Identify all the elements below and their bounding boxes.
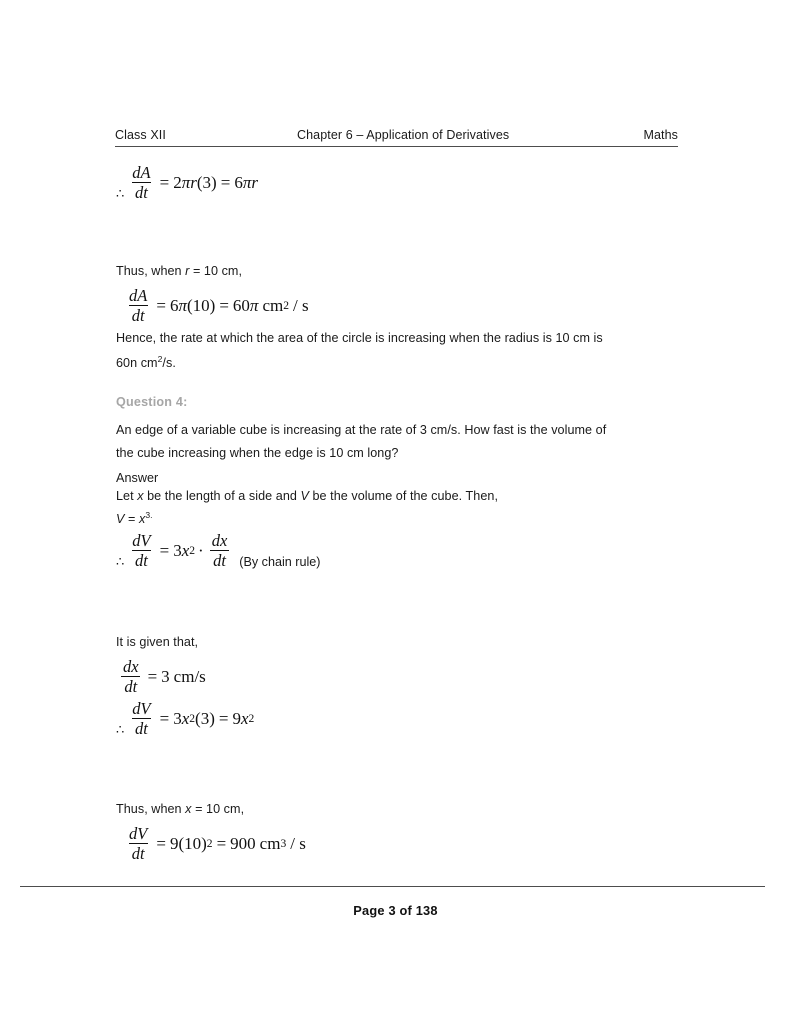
paren-open: ( [196, 172, 203, 192]
equals-sign: = [156, 833, 166, 853]
thus-suffix: = 10 cm, [191, 802, 245, 816]
variable-x-inline: x [137, 489, 144, 503]
pi-symbol: π [178, 295, 187, 315]
coefficient-9: 9 [232, 708, 241, 728]
question-text-line1 [116, 418, 672, 443]
question-heading [116, 395, 187, 409]
argument-3: 3 [200, 708, 210, 728]
fraction-denominator: dt [121, 676, 140, 695]
unit-cm-per-s: cm/s [173, 666, 206, 686]
therefore-symbol: ∴ [116, 185, 125, 201]
fraction-dV-dt [129, 532, 153, 570]
footer-divider [20, 886, 765, 887]
hence-paragraph-line1 [116, 326, 672, 351]
thus-prefix: Thus, when [116, 264, 186, 278]
fraction-dV-dt [126, 825, 150, 863]
hence-value-suffix: /s. [162, 356, 176, 370]
question-line2: the cube increasing when the edge is 10 cm long? [116, 446, 399, 460]
equals-sign: = [159, 540, 170, 560]
let-mid: be the length of a side and [143, 489, 301, 503]
fraction-dA-dt-2 [126, 287, 150, 325]
value-900: 900 [230, 833, 256, 853]
hence-value-prefix: 60n cm [116, 356, 158, 370]
therefore-symbol: ∴ [116, 553, 125, 569]
argument-3: 3 [202, 172, 212, 192]
paren-open: ( [186, 295, 193, 315]
fraction-denominator: dt [210, 550, 229, 569]
equation-dA-dt-60pi: $\frac{dA}{dt}$ = 6 π ( 10 ) = 60 π cm 2 / s [124, 287, 309, 325]
page-number-label: Page 3 of 138 [353, 903, 438, 918]
coefficient-6: 6 [234, 172, 243, 192]
fraction-numerator: dA [132, 163, 151, 182]
coefficient-6: 6 [169, 295, 179, 315]
v-equals-x-cubed-line [116, 507, 153, 532]
variable-r: r [190, 172, 197, 192]
unit-cm: cm [262, 295, 284, 315]
fraction-denominator: dt [132, 550, 151, 569]
thus-prefix: Thus, when [116, 802, 186, 816]
equals-sign: = [159, 172, 170, 192]
pi-symbol-2: π [242, 172, 252, 192]
fraction-numerator: dx [123, 657, 139, 676]
header-class-label: Class XII [115, 128, 166, 142]
fraction-dx-dt [120, 658, 142, 696]
it-is-given-line [116, 630, 198, 655]
coefficient-3: 3 [173, 540, 182, 560]
equation-dV-dt-9x2: ∴ $\frac{dV}{dt}$ = 3 x 2 ( 3 ) = 9 x 2 [116, 699, 255, 739]
let-prefix: Let [116, 489, 138, 503]
paren-open: ( [178, 833, 185, 853]
header-chapter-title: Chapter 6 – Application of Derivatives [297, 128, 510, 142]
paren-close: ) [201, 833, 207, 853]
equals-sign: = [156, 295, 166, 315]
equals-sign-2: = [216, 833, 227, 853]
variable-x: x [181, 708, 190, 728]
fraction-denominator: dt [132, 182, 151, 201]
page-number-footer [0, 903, 791, 918]
equals-sign: = [124, 512, 139, 526]
equals-sign: = [159, 708, 170, 728]
multiplication-dot: · [198, 540, 204, 560]
variable-x: x [181, 540, 190, 560]
variable-V: V [116, 512, 125, 526]
question-heading-label: Question 4: [116, 395, 188, 409]
variable-V-inline: V [300, 489, 309, 503]
fraction-numerator: dV [132, 531, 151, 550]
fraction-numerator: dV [132, 699, 151, 718]
unit-per-second: / s [290, 833, 306, 853]
question-line1: An edge of a variable cube is increasing at the rate of 3 cm/s. How fast is the volume of [116, 423, 607, 437]
answer-label-text: Answer [116, 471, 159, 485]
equation-chain-rule: ∴ $\frac{dV}{dt}$ = 3 x 2 · $\frac{dx}{dt}$ (By chain rule) [116, 531, 321, 571]
value-3: 3 [161, 666, 170, 686]
argument-10: 10 [192, 295, 210, 315]
page-header [115, 128, 678, 142]
let-variable-line [116, 484, 672, 509]
chain-rule-note: (By chain rule) [239, 554, 321, 569]
fraction-numerator: dV [129, 824, 148, 843]
question-text-line2 [116, 441, 672, 466]
it-is-given-text: It is given that, [116, 635, 199, 649]
let-suffix: be the volume of the cube. Then, [308, 489, 498, 503]
thus-when-x-line [116, 797, 244, 822]
hence-value-exponent: 2 [157, 353, 163, 364]
hence-text: Hence, the rate at which the area of the circle is increasing when the radius is 10 cm is [116, 331, 603, 345]
fraction-numerator: dA [129, 286, 148, 305]
unit-cm: cm [259, 833, 281, 853]
fraction-dA-dt [129, 164, 153, 202]
coefficient-2: 2 [173, 172, 182, 192]
fraction-dV-dt [129, 700, 153, 738]
argument-10: 10 [184, 833, 202, 853]
coefficient-60: 60 [232, 295, 250, 315]
exponent-3: 3. [145, 509, 153, 520]
variable-r-2: r [251, 172, 258, 192]
paren-close: ) [211, 172, 217, 192]
paren-close: ) [209, 708, 215, 728]
coefficient-3: 3 [173, 708, 182, 728]
fraction-denominator: dt [129, 843, 148, 862]
variable-x-inline: x [185, 802, 192, 816]
variable-x: x [138, 512, 146, 526]
equals-sign-2: = [219, 295, 229, 315]
pi-symbol-2: π [249, 295, 259, 315]
header-divider [115, 146, 678, 147]
equation-dV-dt-900: $\frac{dV}{dt}$ = 9 ( 10 ) 2 = 900 cm 3 / s [124, 825, 306, 863]
fraction-denominator: dt [132, 718, 151, 737]
equals-sign: = [147, 666, 158, 686]
fraction-denominator: dt [129, 305, 148, 324]
hence-paragraph-line2 [116, 351, 176, 376]
header-subject-label: Maths [643, 128, 678, 142]
therefore-symbol: ∴ [116, 721, 125, 737]
fraction-numerator: dx [211, 531, 228, 550]
equation-dA-dt-6pir [116, 164, 258, 202]
equals-sign-2: = [220, 172, 231, 192]
pi-symbol: π [181, 172, 191, 192]
thus-suffix: = 10 cm, [189, 264, 243, 278]
paren-close: ) [209, 295, 216, 315]
variable-x-2: x [240, 708, 249, 728]
equals-sign-2: = [218, 708, 229, 728]
unit-per-second: / s [293, 295, 309, 315]
coefficient-9: 9 [169, 833, 179, 853]
equation-dx-dt-3 [118, 658, 206, 696]
paren-open: ( [195, 708, 201, 728]
thus-when-r-line [116, 259, 242, 284]
variable-r-inline: r [185, 264, 190, 278]
fraction-dx-dt [209, 532, 231, 570]
